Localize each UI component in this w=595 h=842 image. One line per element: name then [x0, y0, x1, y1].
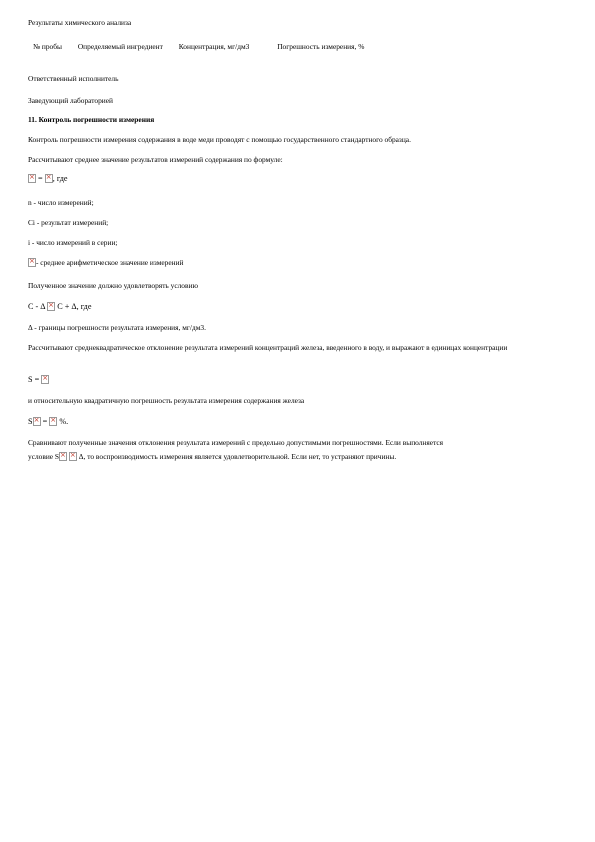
def-i: i - число измерений в серии; [28, 238, 118, 247]
condition-formula: C - Δ × C + Δ, где [28, 302, 91, 311]
paragraph-control: Контроль погрешности измерения содержания в воде меди проводят с помощью государственного стандартного образца. [28, 135, 411, 144]
paragraph-relative: и относительную квадратичную погрешность результата измерения содержания железа [28, 396, 305, 405]
paragraph-std: Рассчитывают среднеквадратическое отклонение результата измерений концентраций железа, введенного в воду, и выражают в единицах концентрации [28, 343, 508, 352]
broken-image-icon [28, 174, 36, 183]
col-sample-number: № пробы [33, 42, 62, 51]
formula-mean: × = ×, где [28, 174, 68, 183]
broken-image-icon [59, 452, 67, 461]
col-concentration: Концентрация, мг/дм3 [178, 42, 250, 51]
paragraph-mean: Рассчитывают среднее значение результатов измерений содержания по формуле: [28, 155, 283, 164]
formula-sr: S× = × %. [28, 417, 68, 426]
head-of-laboratory: Заведующий лабораторией [28, 96, 113, 105]
col-error: Погрешность измерения, % [277, 42, 365, 51]
doc-title: Результаты химического анализа [28, 18, 132, 27]
def-n: n - число измерений; [28, 198, 94, 207]
responsible-executor: Ответственный исполнитель [28, 74, 119, 83]
broken-image-icon [47, 302, 55, 311]
broken-image-icon [49, 417, 57, 426]
formula-s: S = × [28, 375, 49, 384]
paragraph-condition: Полученное значение должно удовлетворять условию [28, 281, 198, 290]
broken-image-icon [33, 417, 41, 426]
paragraph-compare-1: Сравнивают полученные значения отклонения результата измерений с предельно допустимыми погрешностями. Если выполняется [28, 438, 444, 447]
col-ingredient: Определяемый ингредиент [77, 42, 163, 51]
broken-image-icon [41, 375, 49, 384]
broken-image-icon [69, 452, 77, 461]
paragraph-compare-2: условие S× × Δ, то воспроизводимость измерения является удовлетворительной. Если нет, то устраняют причины. [28, 452, 396, 461]
broken-image-icon [45, 174, 53, 183]
def-mean: ×- среднее арифметическое значение измерений [28, 258, 184, 267]
results-table-header [33, 42, 378, 51]
broken-image-icon [28, 258, 36, 267]
def-ci: Ci - результат измерений; [28, 218, 109, 227]
def-delta: Δ - границы погрешности результата измерения, мг/дм3. [28, 323, 206, 332]
section-heading: 11. Контроль погрешности измерения [28, 115, 155, 124]
